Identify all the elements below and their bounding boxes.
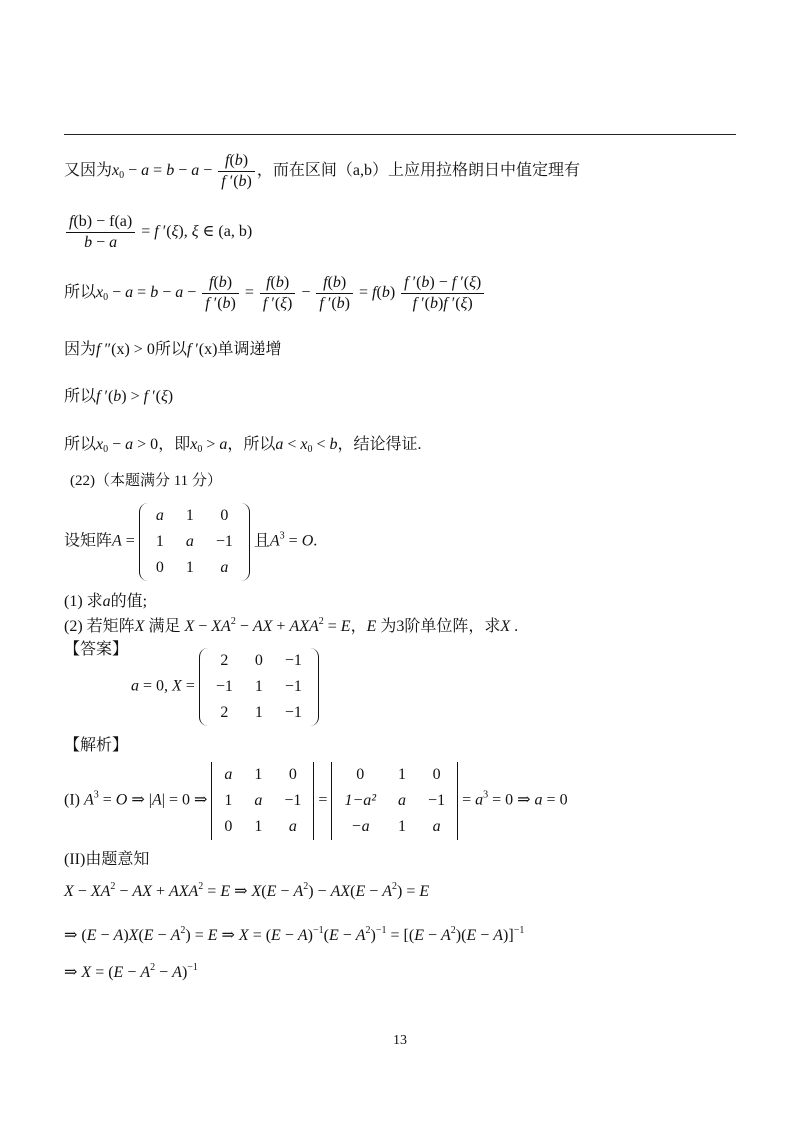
matrix-cell: −1 bbox=[284, 792, 302, 809]
matrix-cell: 0 bbox=[155, 559, 164, 576]
text-prefix: 又因为 bbox=[64, 162, 113, 180]
matrix-cell: 1 bbox=[185, 559, 194, 576]
line-eq-3: ⇒ $X = (E - A^2 - A)^{-1}$ bbox=[64, 962, 198, 981]
matrix-cell: 2 bbox=[220, 652, 229, 669]
question-2: (2) 若矩阵X 满足 $X - XA^2$ − AX + $AXA^2 = E$，E 为3阶单位阵，求X . bbox=[64, 616, 519, 635]
matrix-cell: −1 bbox=[284, 652, 302, 669]
line-mean-value: $\frac{f(b) - f(a)}{b - a}$ = f ′(ξ), ξ ∈ (a, b) bbox=[64, 212, 252, 253]
matrix-cell: 1 bbox=[398, 766, 407, 783]
matrix-cell: 1 bbox=[398, 818, 407, 835]
line-monotone: 因为f ″(x) > 0所以f ′(x)单调递增 bbox=[64, 341, 282, 358]
matrix-cell: 0 bbox=[432, 766, 441, 783]
matrix-cell: a bbox=[185, 533, 194, 550]
header-rule bbox=[64, 134, 736, 135]
analysis-label: 【解析】 bbox=[64, 737, 129, 754]
answer-matrix: a = 0, X = 2 0 −1 −1 1 −1 2 1 −1 bbox=[131, 648, 319, 726]
matrix-cell: a bbox=[432, 818, 441, 835]
matrix-cell: 1 bbox=[155, 533, 164, 550]
matrix-cell: a bbox=[155, 507, 164, 524]
line-inequality: 所以f ′(b) > f ′(ξ) bbox=[64, 388, 174, 405]
matrix-cell: 0 bbox=[254, 652, 263, 669]
line-x0-expression: 又因为$x_0 - a = b - a$ − $\frac{f(b)}{f '(b)}$ ，而在区间（a,b）上应用拉格朗日中值定理有 bbox=[64, 152, 580, 190]
matrix-cell: 1 bbox=[254, 818, 263, 835]
part-2-label: (II)由题意知 bbox=[64, 851, 150, 868]
line-determinant: (I) $A^3 = O$ ⇒ |A| = 0 ⇒ a 1 0 1 a −1 0 1 a = 0 1 0 1−a² a −1 −a 1 a = $a^3 = 0$ ⇒ a = 0 bbox=[64, 762, 568, 840]
matrix-cell: 1 bbox=[254, 766, 263, 783]
matrix-cell: 1 bbox=[254, 678, 263, 695]
matrix-cell: a bbox=[288, 818, 297, 835]
page-number: 13 bbox=[393, 1033, 407, 1048]
matrix-cell: 0 bbox=[220, 507, 229, 524]
fraction-mean-value: $\frac{f(b) - f(a)}{b - a}$ bbox=[66, 212, 135, 253]
det-A bbox=[211, 762, 314, 840]
matrix-A bbox=[139, 503, 250, 581]
matrix-cell: 2 bbox=[220, 704, 229, 721]
matrix-cell: a bbox=[220, 559, 229, 576]
text-prefix: 所以 bbox=[64, 284, 97, 302]
line-conclusion: 所以$x_0 - a > 0$，即$x_0 > a$，所以$a < x_0 < b$，结论得证. bbox=[64, 436, 422, 455]
line-matrix-A: 设矩阵A = a 1 0 1 a −1 0 1 a 且$A^3 = O$. bbox=[64, 503, 317, 581]
matrix-cell: 1 bbox=[185, 507, 194, 524]
matrix-cell: 1 bbox=[224, 792, 233, 809]
question-1: (1) 求a的值; bbox=[64, 593, 148, 610]
matrix-cell: a bbox=[224, 766, 233, 783]
matrix-cell: −1 bbox=[284, 678, 302, 695]
matrix-cell: 1 bbox=[254, 704, 263, 721]
matrix-cell: −1 bbox=[215, 533, 233, 550]
matrix-cell: −1 bbox=[215, 678, 233, 695]
matrix-cell: −a bbox=[350, 818, 370, 835]
line-eq-2: ⇒ $(E - A)X(E - A^2) = E$ ⇒ $X = (E - A)^{-1}(E - A^2)^{-1} = [(E - A^2)(E - A)]^{-1}$ bbox=[64, 925, 525, 944]
matrix-cell: 0 bbox=[356, 766, 365, 783]
text-suffix: ，而在区间（a,b）上应用拉格朗日中值定理有 bbox=[256, 162, 580, 180]
line-eq-1: $X - XA^2$ − AX + $AXA^2 = E$ ⇒ $X(E - A^2) - AX(E - A^2) = E$ bbox=[64, 881, 430, 900]
fraction-fb-over-fpb: $\frac{f(b)}{f '(b)}$ bbox=[218, 151, 255, 192]
det-reduced bbox=[331, 762, 458, 840]
matrix-cell: 0 bbox=[288, 766, 297, 783]
line-difference: 所以$x_0 - a = b - a$ − $\frac{f(b)}{f '(b)}$ = $\frac{f(b)}{f '(\xi)}$ − $\frac{f(b)}{f '(b)}$ = f(b) $\frac{f '(b) - f '(\xi)}{f '(b)f '(\xi)}$ bbox=[64, 273, 486, 314]
matrix-cell: −1 bbox=[284, 704, 302, 721]
problem-header: (22)（本题满分 11 分） bbox=[70, 473, 222, 489]
answer-label: 【答案】 bbox=[64, 641, 129, 658]
matrix-cell: a bbox=[254, 792, 263, 809]
matrix-cell: 0 bbox=[224, 818, 233, 835]
matrix-cell: a bbox=[398, 792, 407, 809]
matrix-cell: −1 bbox=[428, 792, 446, 809]
matrix-cell: 1−a² bbox=[344, 792, 377, 809]
matrix-X bbox=[199, 648, 319, 726]
